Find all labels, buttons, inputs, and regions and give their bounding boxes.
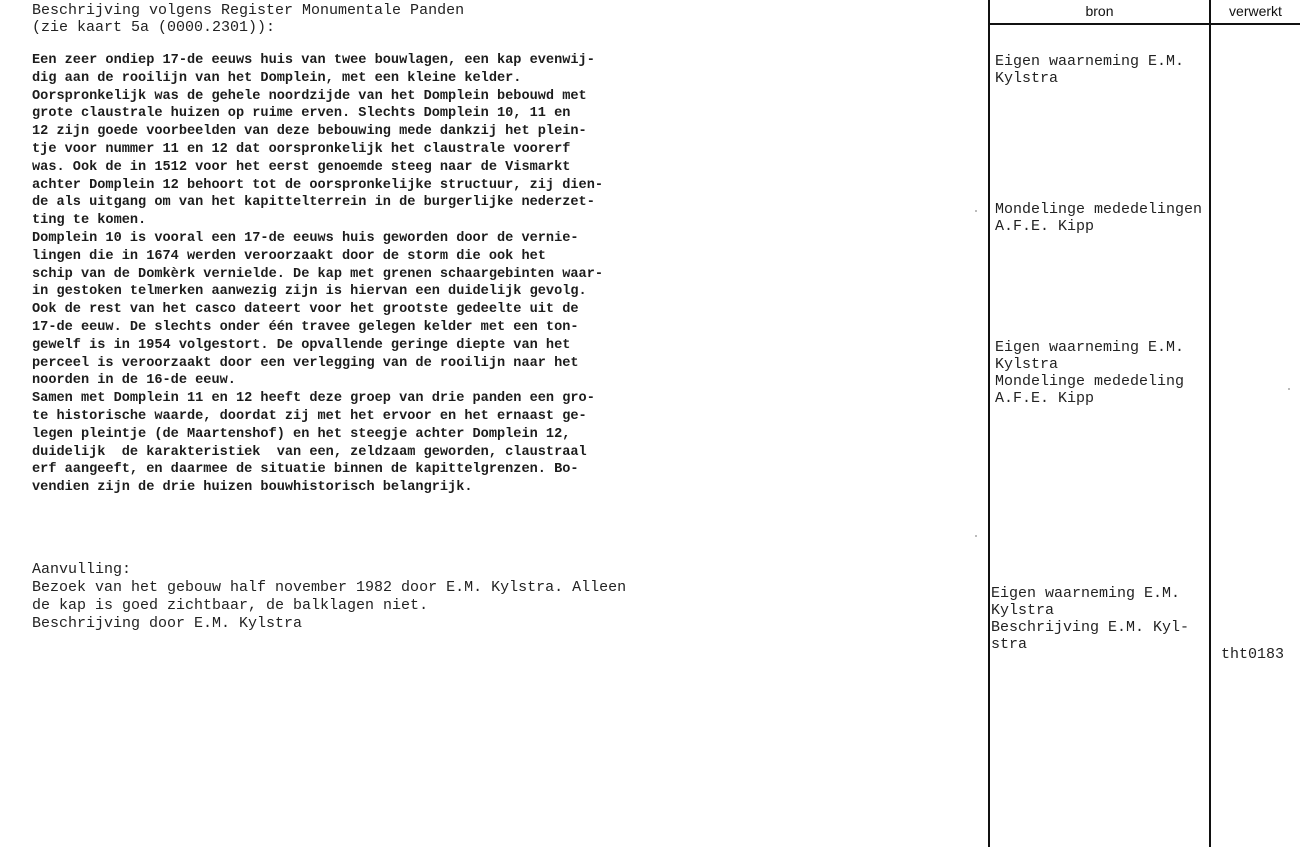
description-line: erf aangeeft, en daarmee de situatie binnen de kapittelgrenzen. Bo- — [32, 462, 579, 478]
table-column-divider — [1209, 0, 1211, 847]
description-line: tje voor nummer 11 en 12 dat oorspronkelijk het claustrale voorerf — [32, 141, 571, 157]
source-line: Kylstra — [995, 70, 1059, 87]
description-line: ting te komen. — [32, 213, 147, 229]
source-line: Beschrijving E.M. Kyl- — [991, 619, 1190, 636]
column-header-bron: bron — [1085, 3, 1114, 19]
description-line: Domplein 10 is vooral een 17-de eeuws huis geworden door de vernie- — [32, 230, 579, 246]
description-line: gewelf is in 1954 volgestort. De opvallende geringe diepte van het — [32, 337, 571, 353]
description-line: perceel is veroorzaakt door een verlegging van de rooilijn naar het — [32, 355, 579, 371]
heading-line-2: (zie kaart 5a (0000.2301)): — [32, 19, 276, 36]
description-line: de als uitgang om van het kapittelterrein in de burgerlijke nederzet- — [32, 195, 595, 211]
source-entry — [991, 585, 1189, 653]
scan-speck — [975, 210, 977, 212]
description-line: schip van de Domkèrk vernielde. De kap met grenen schaargebinten waar- — [32, 266, 604, 282]
description-line: in gestoken telmerken aanwezig zijn is hiervan een duidelijk gevolg. — [32, 284, 587, 300]
table-header-rule — [988, 23, 1300, 25]
source-line: A.F.E. Kipp — [995, 390, 1095, 407]
description-line: legen pleintje (de Maartenshof) en het steegje achter Domplein 12, — [32, 426, 571, 442]
scan-speck — [975, 535, 977, 537]
description-line: was. Ook de in 1512 voor het eerst genoemde steeg naar de Vismarkt — [32, 159, 571, 175]
source-entry — [995, 339, 1184, 407]
source-line: Kylstra — [991, 602, 1055, 619]
source-line: Eigen waarneming E.M. — [995, 53, 1185, 70]
source-line: Eigen waarneming E.M. — [995, 339, 1185, 356]
supplement-line: Beschrijving door E.M. Kylstra — [32, 615, 303, 632]
source-entry — [995, 53, 1184, 87]
source-line: Kylstra — [995, 356, 1059, 373]
source-entry — [995, 201, 1202, 235]
description-line: Samen met Domplein 11 en 12 heeft deze groep van drie panden een gro- — [32, 391, 595, 407]
supplement-title: Aanvulling: — [32, 561, 132, 578]
source-line: Eigen waarneming E.M. — [991, 585, 1181, 602]
description-line: grote claustrale huizen op ruime erven. Slechts Domplein 10, 11 en — [32, 106, 571, 122]
verwerkt-code: tht0183 — [1221, 646, 1285, 663]
description-line: vendien zijn de drie huizen bouwhistorisch belangrijk. — [32, 480, 473, 496]
description-line: te historische waarde, doordat zij met het ervoor en het ernaast ge- — [32, 408, 587, 424]
document-heading — [32, 2, 932, 36]
description-line: Ook de rest van het casco dateert voor het grootste gedeelte uit de — [32, 302, 579, 318]
source-line: Mondelinge mededelingen — [995, 201, 1203, 218]
description-line: noorden in de 16-de eeuw. — [32, 373, 236, 389]
description-line: lingen die in 1674 werden veroorzaakt door de storm die ook het — [32, 248, 546, 264]
description-line: dig aan de rooilijn van het Domplein, met een kleine kelder. — [32, 70, 522, 86]
table-left-border — [988, 0, 990, 847]
description-line: 12 zijn goede voorbeelden van deze bebouwing mede dankzij het plein- — [32, 124, 587, 140]
description-line: duidelijk de karakteristiek van een, zeldzaam geworden, claustraal — [32, 444, 587, 460]
scan-speck — [1288, 388, 1290, 390]
supplement-section — [32, 561, 972, 633]
supplement-line: de kap is goed zichtbaar, de balklagen niet. — [32, 597, 429, 614]
heading-line-1: Beschrijving volgens Register Monumentale Panden — [32, 2, 465, 19]
description-line: achter Domplein 12 behoort tot de oorspronkelijke structuur, zij dien- — [32, 177, 604, 193]
source-line: stra — [991, 636, 1028, 653]
description-body — [32, 52, 972, 497]
description-line: 17-de eeuw. De slechts onder één travee gelegen kelder met een ton- — [32, 319, 579, 335]
supplement-line: Bezoek van het gebouw half november 1982 door E.M. Kylstra. Alleen — [32, 579, 627, 596]
source-line: A.F.E. Kipp — [995, 218, 1095, 235]
column-header-verwerkt: verwerkt — [1229, 3, 1282, 19]
description-line: Een zeer ondiep 17-de eeuws huis van twee bouwlagen, een kap evenwij- — [32, 53, 595, 68]
source-line: Mondelinge mededeling — [995, 373, 1185, 390]
description-line: Oorspronkelijk was de gehele noordzijde van het Domplein bebouwd met — [32, 88, 587, 104]
